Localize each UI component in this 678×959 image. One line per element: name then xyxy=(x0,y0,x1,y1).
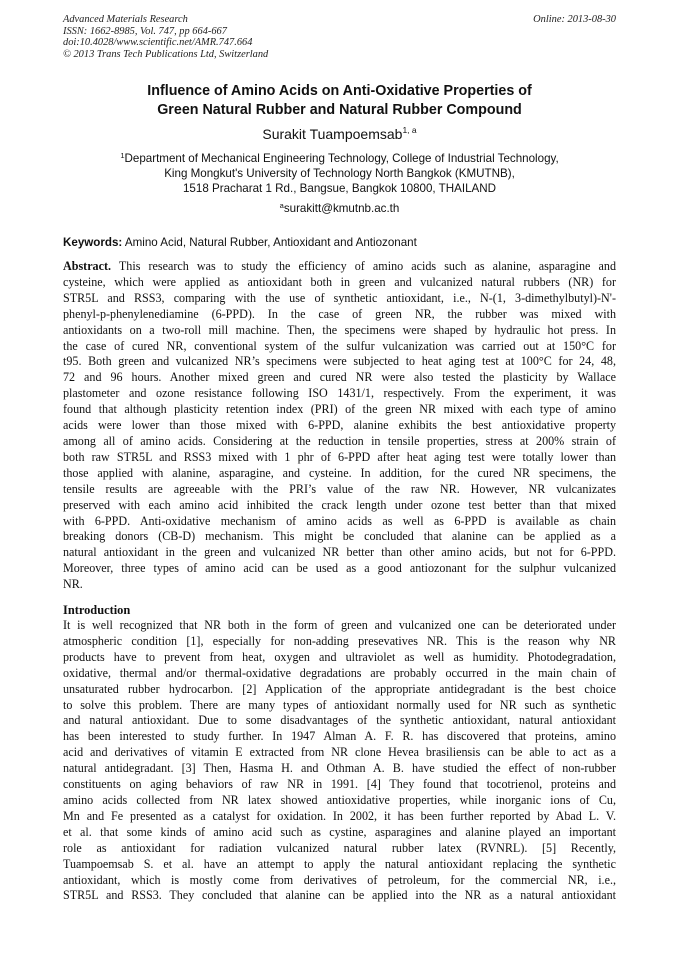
introduction-line: acid and derivatives of vitamin E extracted from NR clone Hevea brasiliensis can be able to act as a xyxy=(63,745,616,760)
introduction-line: amino acids collected from NR latex showed antioxidative properties, while inorganic ions of Cu, xyxy=(63,792,616,807)
introduction-line: oxidative, thermal and/or thermal-oxidative degradations are probably occurred in the main chain of xyxy=(63,665,616,680)
affiliation-line-2: King Mongkut's University of Technology North Bangkok (KMUTNB), xyxy=(164,166,515,180)
abstract-line: t95. Both green and vulcanized NR’s specimens were subjected to heat aging test at 100°C for 24, 48, xyxy=(63,354,616,369)
introduction-line: unsaturated rubber hydrocarbon. [2] Application of the appropriate antidegradant is the best choice xyxy=(63,681,616,696)
journal-name: Advanced Materials Research xyxy=(63,14,188,25)
keywords xyxy=(63,236,616,250)
online-date: Online: 2013-08-30 xyxy=(533,14,616,25)
abstract-line: acids were lower than those mixed with 6-PPD, alanine exhibits the best antioxidative property xyxy=(63,418,616,433)
abstract-line: plastometer and ozone resistance following ISO 1431/1, respectively. From the experiment, it was xyxy=(63,386,616,401)
abstract-line: STR5L and RSS3, comparing with the use of synthetic antioxidant, i.e., N-(1, 3-dimethylbutyl)-N'- xyxy=(63,290,616,305)
introduction-line: role as antioxidant for radiation vulcanized natural rubber latex (RVNRL). [5] Recently, xyxy=(63,840,616,855)
introduction-line: antioxidant, which is mostly come from derivatives of petroleum, for the commercial NR, i.e., xyxy=(63,872,616,887)
abstract-line: NR. xyxy=(63,577,83,592)
affiliation-line-1 xyxy=(63,149,616,167)
abstract-line: Moreover, three types of amino acid can be used as a good antiozonant for the sulphur vulcanized xyxy=(63,561,616,576)
author-email xyxy=(63,199,616,217)
abstract-line: 72 and 96 hours. Another mixed green and cured NR were also tested the plasticity by Wallace xyxy=(63,370,616,385)
introduction-line: constituents on aging behaviors of raw NR in 1991. [4] They found that tocotrienol, proteins and xyxy=(63,777,616,792)
email-superscript: a xyxy=(279,201,284,211)
abstract xyxy=(63,259,616,593)
author-name: Surakit Tuampoemsab xyxy=(262,126,403,142)
introduction-line: Tuampoemsab S. et al. have an attempt to apply the natural antioxidant replacing the synthetic xyxy=(63,856,616,871)
introduction-line: to solve this problem. There are many types of antioxidant normally used for NR such as synthetic xyxy=(63,697,616,712)
keywords-text: Amino Acid, Natural Rubber, Antioxidant and Antiozonant xyxy=(122,236,417,249)
abstract-line: Abstract. This research was to study the efficiency of amino acids such as alanine, asparagine and xyxy=(63,259,616,273)
abstract-line: preserved with each amino acid inhibited the crack length under ozone test better than that mixed xyxy=(63,497,616,512)
abstract-line: found that although plasticity retention index (PRI) of the green NR mixed with each type of amino xyxy=(63,402,616,417)
introduction-line: products have to prevent from heat, oxygen and ultraviolet as well as humidity. Photodegradation, xyxy=(63,649,616,664)
abstract-line: antioxidants on a two-roll mill machine. Then, the specimens were shaped by hydraulic hot press. In xyxy=(63,322,616,337)
abstract-line: phenyl-p-phenylenediamine (6-PPD). In the case of green NR, the rubber was mixed with xyxy=(63,306,616,321)
abstract-line: natural antioxidant in the green and vulcanized NR better than other amino acids, but not for 6-PPD. xyxy=(63,545,616,560)
introduction-line: atmospheric condition [1], especially for non-adding presevatives NR. This is the reason why NR xyxy=(63,633,616,648)
introduction-line: has been interested to study further. In 1947 Alman A. F. R. has discovered that proteins, amino xyxy=(63,729,616,744)
introduction-line: and natural antioxidant. Due to some disadvantages of the synthetic antioxidant, natural antioxidant xyxy=(63,713,616,728)
abstract-line: among all of amino acids. Considering at the reduction in tensile properties, stress at 200% strain of xyxy=(63,433,616,448)
journal-issn: ISSN: 1662-8985, Vol. 747, pp 664-667 xyxy=(63,25,227,37)
paper-title xyxy=(63,82,616,120)
abstract-line: cysteine, which were applied as antioxidant both in green and vulcanized natural rubbers (NR) for xyxy=(63,274,616,289)
journal-copyright: © 2013 Trans Tech Publications Ltd, Switzerland xyxy=(63,48,269,60)
introduction-line: Mn and Fe presented as a catalyst for oxidation. In 2002, it has been further reported by Abad L. V. xyxy=(63,808,616,823)
abstract-line: the case of cured NR, conventional system of the sulfur vulcanization was carried out at 150°C for xyxy=(63,338,616,353)
title-line-2: Green Natural Rubber and Natural Rubber Compound xyxy=(157,102,522,118)
introduction-heading: Introduction xyxy=(63,603,131,617)
introduction-line: STR5L and RSS3. They concluded that alanine can be applied into the NR as a natural antioxidant xyxy=(63,888,616,903)
keywords-label: Keywords: xyxy=(63,236,123,249)
affiliation-line-3: 1518 Pracharat 1 Rd., Bangsue, Bangkok 10800, THAILAND xyxy=(182,181,496,195)
abstract-line: with 6-PPD. Anti-oxidative mechanism of amino acids as well as 6-PPD is available as chain xyxy=(63,513,616,528)
title-line-1: Influence of Amino Acids on Anti-Oxidative Properties of xyxy=(147,83,532,99)
abstract-line: tensile results are agreeable with the PRI’s value of the raw NR. However, NR vulcanizates xyxy=(63,481,616,496)
abstract-label: Abstract. xyxy=(63,259,112,273)
introduction-body xyxy=(63,618,616,904)
abstract-line: breaking donors (CB-D) mechanism. This might be concluded that alanine can be applied as a xyxy=(63,529,616,544)
email-text: surakitt@kmutnb.ac.th xyxy=(283,202,400,216)
journal-doi: doi:10.4028/www.scientific.net/AMR.747.664 xyxy=(63,37,253,49)
abstract-line: both raw STR5L and RSS3 mixed with 1 phr of 6-PPD after heat aging test were totally lower than xyxy=(63,449,616,464)
journal-header xyxy=(63,14,616,60)
affiliation-superscript: 1 xyxy=(120,151,125,160)
affiliation-text-1: Department of Mechanical Engineering Technology, College of Industrial Technology, xyxy=(124,152,559,165)
author-superscript: 1, a xyxy=(402,125,417,135)
abstract-line: those applied with alanine, asparagine, and cysteine. In addition, for the cured NR specimens, the xyxy=(63,465,616,480)
affiliation xyxy=(63,149,616,217)
introduction-line: et al. that some kinds of amino acid such as cystine, asparagines and alanine played an important xyxy=(63,824,616,839)
author-line xyxy=(63,121,616,143)
introduction-line: natural antidegradant. [3] Then, Hasma H. and Othman A. B. have studied the effect of non-rubber xyxy=(63,761,616,776)
introduction-line: It is well recognized that NR both in the form of green and vulcanized one can be deteriorated under xyxy=(63,618,616,632)
